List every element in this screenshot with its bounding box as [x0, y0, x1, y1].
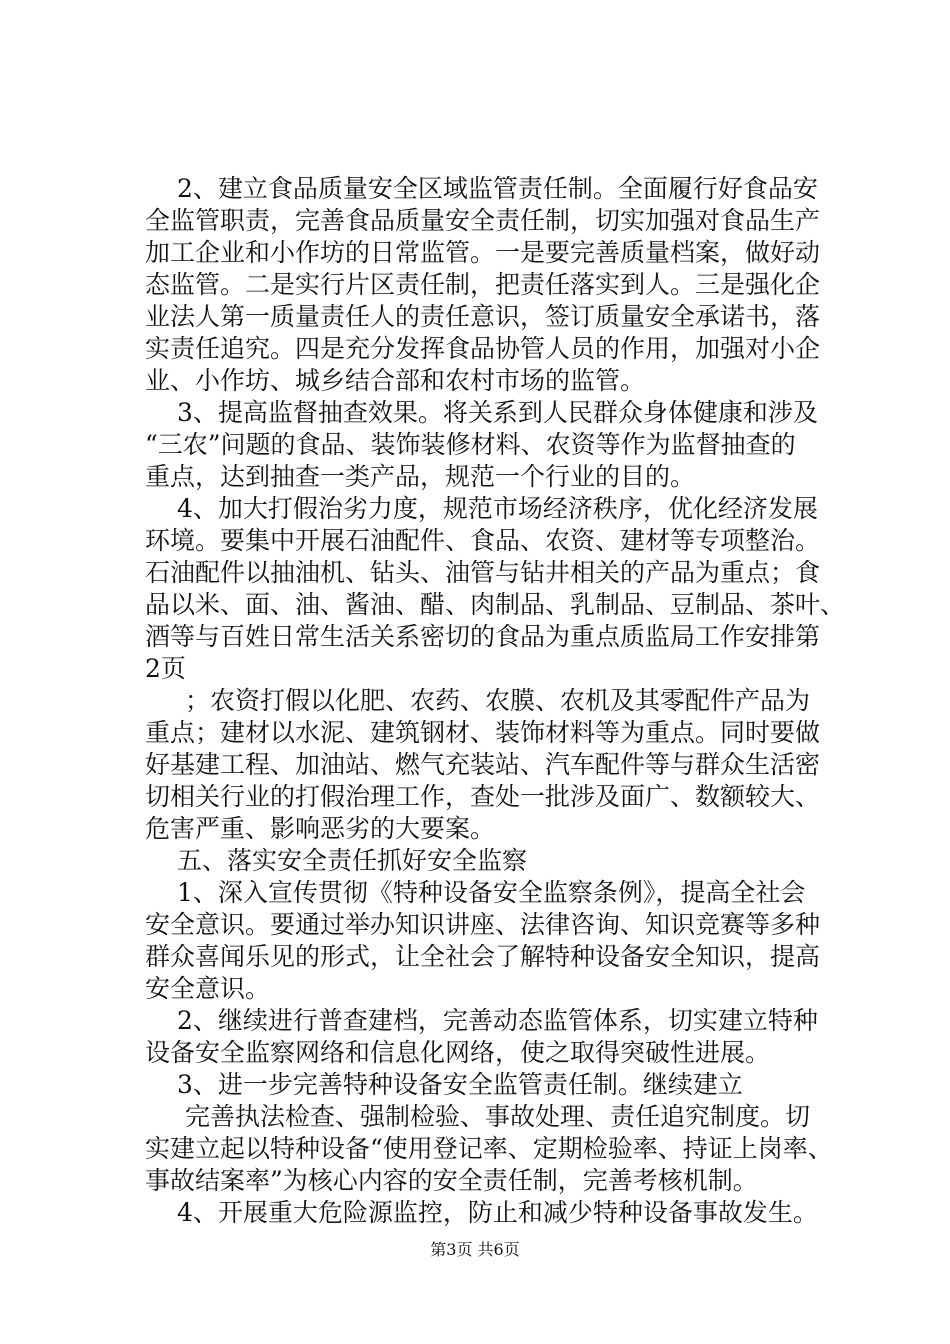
text-line: 重点；建材以水泥、建筑钢材、装饰材料等为重点。同时要做: [145, 718, 821, 747]
text-line: 2、建立食品质量安全区域监管责任制。全面履行好食品安: [177, 174, 818, 203]
text-line: 3、提高监督抽查效果。将关系到人民群众身体健康和涉及: [177, 398, 818, 427]
text-line: 2、继续进行普查建档，完善动态监管体系，切实建立特种: [177, 1006, 818, 1035]
text-line: ；农资打假以化肥、农药、农膜、农机及其零配件产品为: [185, 686, 811, 715]
text-line: 4、开展重大危险源监控，防止和减少特种设备事故发生。: [177, 1198, 818, 1227]
text-line: 环境。要集中开展石油配件、食品、农资、建材等专项整治。: [145, 526, 821, 555]
text-line: 实责任追究。四是充分发挥食品协管人员的作用，加强对小企: [145, 334, 821, 363]
page-number: 第3页 共6页: [430, 1240, 520, 1259]
page-footer: [0, 1240, 950, 1260]
text-line: 好基建工程、加油站、燃气充装站、汽车配件等与群众生活密: [145, 750, 821, 779]
text-line: 事故结案率”为核心内容的安全责任制，完善考核机制。: [145, 1166, 758, 1195]
text-line: 2页: [145, 654, 186, 683]
text-line: 完善执法检查、强制检验、事故处理、责任追究制度。切: [185, 1102, 811, 1131]
text-line: 重点，达到抽查一类产品，规范一个行业的目的。: [145, 462, 696, 491]
text-line: 实建立起以特种设备“使用登记率、定期检验率、持证上岗率、: [145, 1134, 833, 1163]
text-line: “三农”问题的食品、装饰装修材料、农资等作为监督抽查的: [145, 430, 796, 459]
text-line: 切相关行业的打假治理工作，查处一批涉及面广、数额较大、: [145, 782, 821, 811]
text-line: 品以米、面、油、酱油、醋、肉制品、乳制品、豆制品、茶叶、: [145, 590, 846, 619]
text-line: 3、进一步完善特种设备安全监管责任制。继续建立: [177, 1070, 743, 1099]
text-line: 群众喜闻乐见的形式，让全社会了解特种设备安全知识，提高: [145, 942, 821, 971]
text-line: 业法人第一质量责任人的责任意识，签订质量安全承诺书，落: [145, 302, 821, 331]
text-line: 全监管职责，完善食品质量安全责任制，切实加强对食品生产: [145, 206, 821, 235]
text-line: 安全意识。: [145, 974, 271, 1003]
text-line: 安全意识。要通过举办知识讲座、法律咨询、知识竞赛等多种: [145, 910, 821, 939]
text-line: 4、加大打假治劣力度，规范市场经济秩序，优化经济发展: [177, 494, 818, 523]
text-line: 危害严重、影响恶劣的大要案。: [145, 814, 496, 843]
text-line: 加工企业和小作坊的日常监管。一是要完善质量档案，做好动: [145, 238, 821, 267]
text-line: 石油配件以抽油机、钻头、油管与钻井相关的产品为重点；食: [145, 558, 821, 587]
text-line: 业、小作坊、城乡结合部和农村市场的监管。: [145, 366, 646, 395]
text-line: 设备安全监察网络和信息化网络，使之取得突破性进展。: [145, 1038, 771, 1067]
section-heading: 五、落实安全责任抓好安全监察: [177, 846, 528, 875]
text-line: 态监管。二是实行片区责任制，把责任落实到人。三是强化企: [145, 270, 821, 299]
text-line: 酒等与百姓日常生活关系密切的食品为重点质监局工作安排第: [145, 622, 821, 651]
text-line: 1、深入宣传贯彻《特种设备安全监察条例》，提高全社会: [177, 878, 806, 907]
